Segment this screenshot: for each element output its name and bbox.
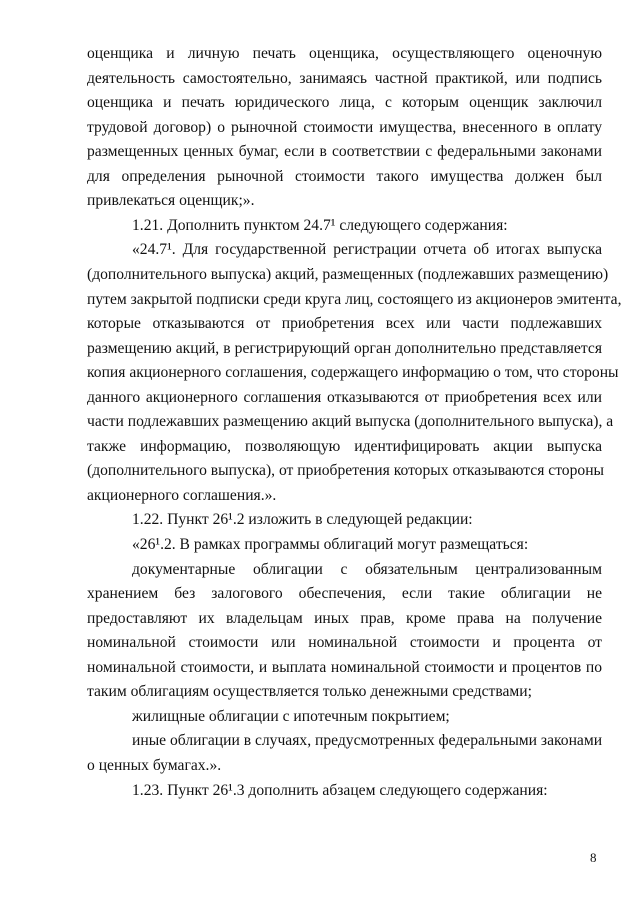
text-line: документарные облигации с обязательным централизованным [132, 560, 602, 578]
text-line: «24.7¹. Для государственной регистрации отчета об итогах выпуска [132, 241, 602, 259]
text-line: которые отказываются от приобретения всех или части подлежавших [87, 315, 602, 333]
text-line: «26¹.2. В рамках программы облигаций могут размещаться: [132, 536, 529, 553]
text-line: копия акционерного соглашения, содержащего информацию о том, что стороны [87, 364, 619, 382]
text-line: также информацию, позволяющую идентифицировать акции выпуска [87, 437, 602, 455]
text-line: жилищные облигации с ипотечным покрытием; [132, 707, 450, 725]
text-line: трудовой договор) о рыночной стоимости имущества, внесенного в оплату [87, 118, 602, 136]
page-number: 8 [590, 850, 597, 865]
text-line: части подлежавших размещению акций выпуска (дополнительного выпуска), а [87, 413, 614, 431]
text-line: (дополнительного выпуска), от приобретения которых отказываются стороны [87, 462, 605, 480]
text-line: о ценных бумагах.». [87, 756, 222, 774]
text-line: оценщика и печать юридического лица, с которым оценщик заключил [87, 94, 602, 112]
text-line: хранением без залогового обеспечения, если такие облигации не [87, 585, 602, 603]
text-line: иные облигации в случаях, предусмотренных федеральными законами [132, 732, 603, 750]
text-line: таким облигациям осуществляется только денежными средствами; [87, 683, 532, 701]
text-line: для определения рыночной стоимости такого имущества должен был [87, 167, 602, 185]
text-line: номинальной стоимости или номинальной стоимости и процента от [87, 634, 602, 652]
text-line: деятельность самостоятельно, занимаясь частной практикой, или подпись [87, 69, 602, 87]
text-line: путем закрытой подписки среди круга лиц, состоящего из акционеров эмитента, [87, 290, 622, 308]
text-line: акционерного соглашения.». [87, 486, 277, 504]
text-line: данного акционерного соглашения отказываются от приобретения всех или [87, 388, 602, 406]
text-line: 1.22. Пункт 26¹.2 изложить в следующей редакции: [132, 511, 473, 529]
text-line: размещенных ценных бумаг, если в соответствии с федеральными законами [87, 143, 602, 161]
text-line: номинальной стоимости, и выплата номинальной стоимости и процентов по [87, 658, 602, 676]
text-line: размещению акций, в регистрирующий орган дополнительно представляется [87, 339, 602, 357]
text-line: 1.23. Пункт 26¹.3 дополнить абзацем следующего содержания: [132, 781, 548, 799]
text-line: (дополнительного выпуска) акций, размещенных (подлежавших размещению) [87, 265, 609, 283]
text-line: привлекаться оценщик;». [87, 192, 255, 210]
text-line: предоставляют их владельцам иных прав, кроме права на получение [87, 609, 602, 627]
text-line: оценщика и личную печать оценщика, осуществляющего оценочную [87, 45, 602, 62]
text-line: 1.21. Дополнить пунктом 24.7¹ следующего содержания: [132, 216, 508, 234]
